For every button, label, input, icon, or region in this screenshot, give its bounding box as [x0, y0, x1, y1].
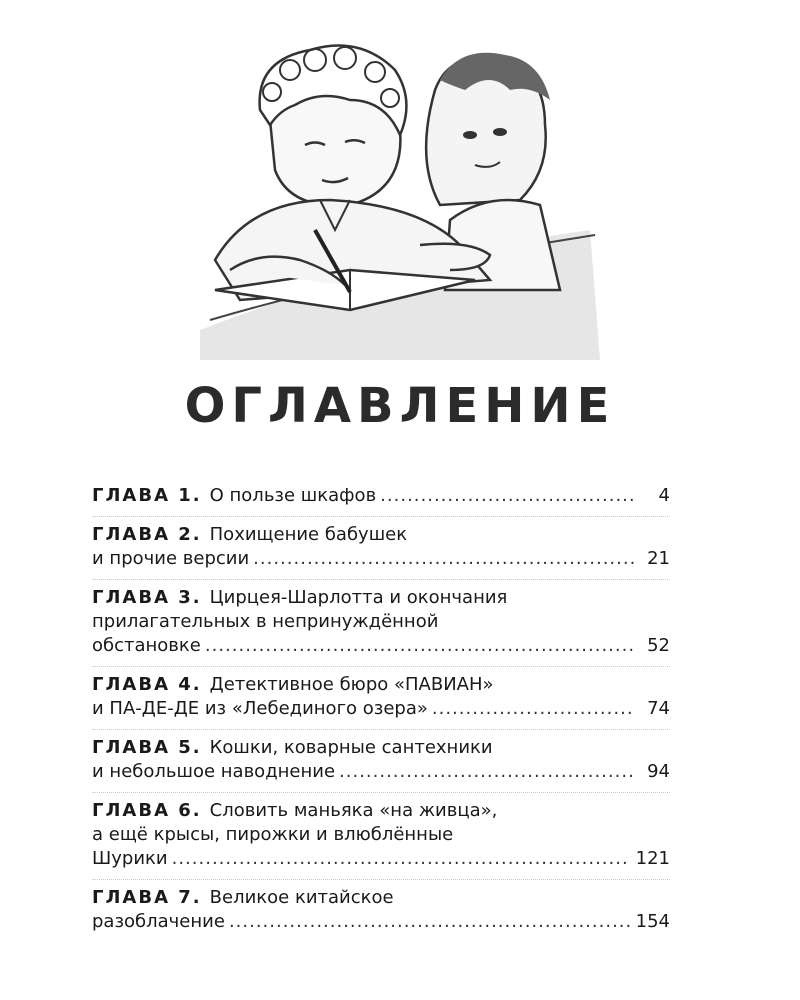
- chapter-title: Цирцея-Шарлотта и окончания: [209, 587, 508, 608]
- chapter-title-continued: обстановке: [92, 635, 201, 656]
- toc-entry-3[interactable]: [92, 580, 670, 667]
- dot-leader: [380, 484, 634, 508]
- chapter-label: ГЛАВА 7.: [92, 887, 202, 908]
- page-title: ОГЛАВЛЕНИЕ: [184, 378, 616, 434]
- toc-entry-2[interactable]: [92, 517, 670, 580]
- toc-entry-1[interactable]: [92, 478, 670, 517]
- chapter-title-continued: и небольшое наводнение: [92, 761, 336, 782]
- chapter-label: ГЛАВА 3.: [92, 587, 202, 608]
- chapter-title-continued: Шурики: [92, 848, 168, 869]
- chapter-title: Похищение бабушек: [209, 524, 408, 545]
- chapter-label: ГЛАВА 2.: [92, 524, 202, 545]
- chapter-label: ГЛАВА 4.: [92, 674, 202, 695]
- chapter-label: ГЛАВА 1.: [92, 485, 202, 506]
- page-number: 121: [635, 848, 670, 869]
- dot-leader: [172, 847, 630, 871]
- chapter-label: ГЛАВА 5.: [92, 737, 202, 758]
- toc-entry-5[interactable]: [92, 730, 670, 793]
- chapter-title-continued: и прочие версии: [92, 548, 250, 569]
- table-of-contents: [92, 478, 670, 942]
- page-number: 74: [647, 698, 670, 719]
- dot-leader: [339, 760, 634, 784]
- chapter-title-continued: прилагательных в непринуждённой: [92, 611, 439, 632]
- boys-drawing: [200, 30, 600, 360]
- toc-entry-6[interactable]: [92, 793, 670, 880]
- toc-entry-7[interactable]: [92, 880, 670, 942]
- chapter-title-continued: разоблачение: [92, 911, 225, 932]
- page-number: 52: [647, 635, 670, 656]
- chapter-title: Кошки, коварные сантехники: [209, 737, 493, 758]
- chapter-label: ГЛАВА 6.: [92, 800, 202, 821]
- page-number: 4: [658, 485, 670, 506]
- dot-leader: [205, 634, 634, 658]
- page-number: 154: [635, 911, 670, 932]
- toc-entry-4[interactable]: [92, 667, 670, 730]
- boys-illustration: [200, 30, 600, 360]
- chapter-title: Великое китайское: [209, 887, 394, 908]
- chapter-title-continued: и ПА-ДЕ-ДЕ из «Лебединого озера»: [92, 698, 428, 719]
- chapter-title: Словить маньяка «на живца»,: [209, 800, 498, 821]
- dot-leader: [229, 910, 630, 934]
- dot-leader: [432, 697, 634, 721]
- chapter-title: Детективное бюро «ПАВИАН»: [209, 674, 494, 695]
- chapter-title-continued: а ещё крысы, пирожки и влюблённые: [92, 824, 454, 845]
- chapter-title: О пользе шкафов: [209, 485, 377, 506]
- page-number: 94: [647, 761, 670, 782]
- dot-leader: [253, 547, 634, 571]
- page-number: 21: [647, 548, 670, 569]
